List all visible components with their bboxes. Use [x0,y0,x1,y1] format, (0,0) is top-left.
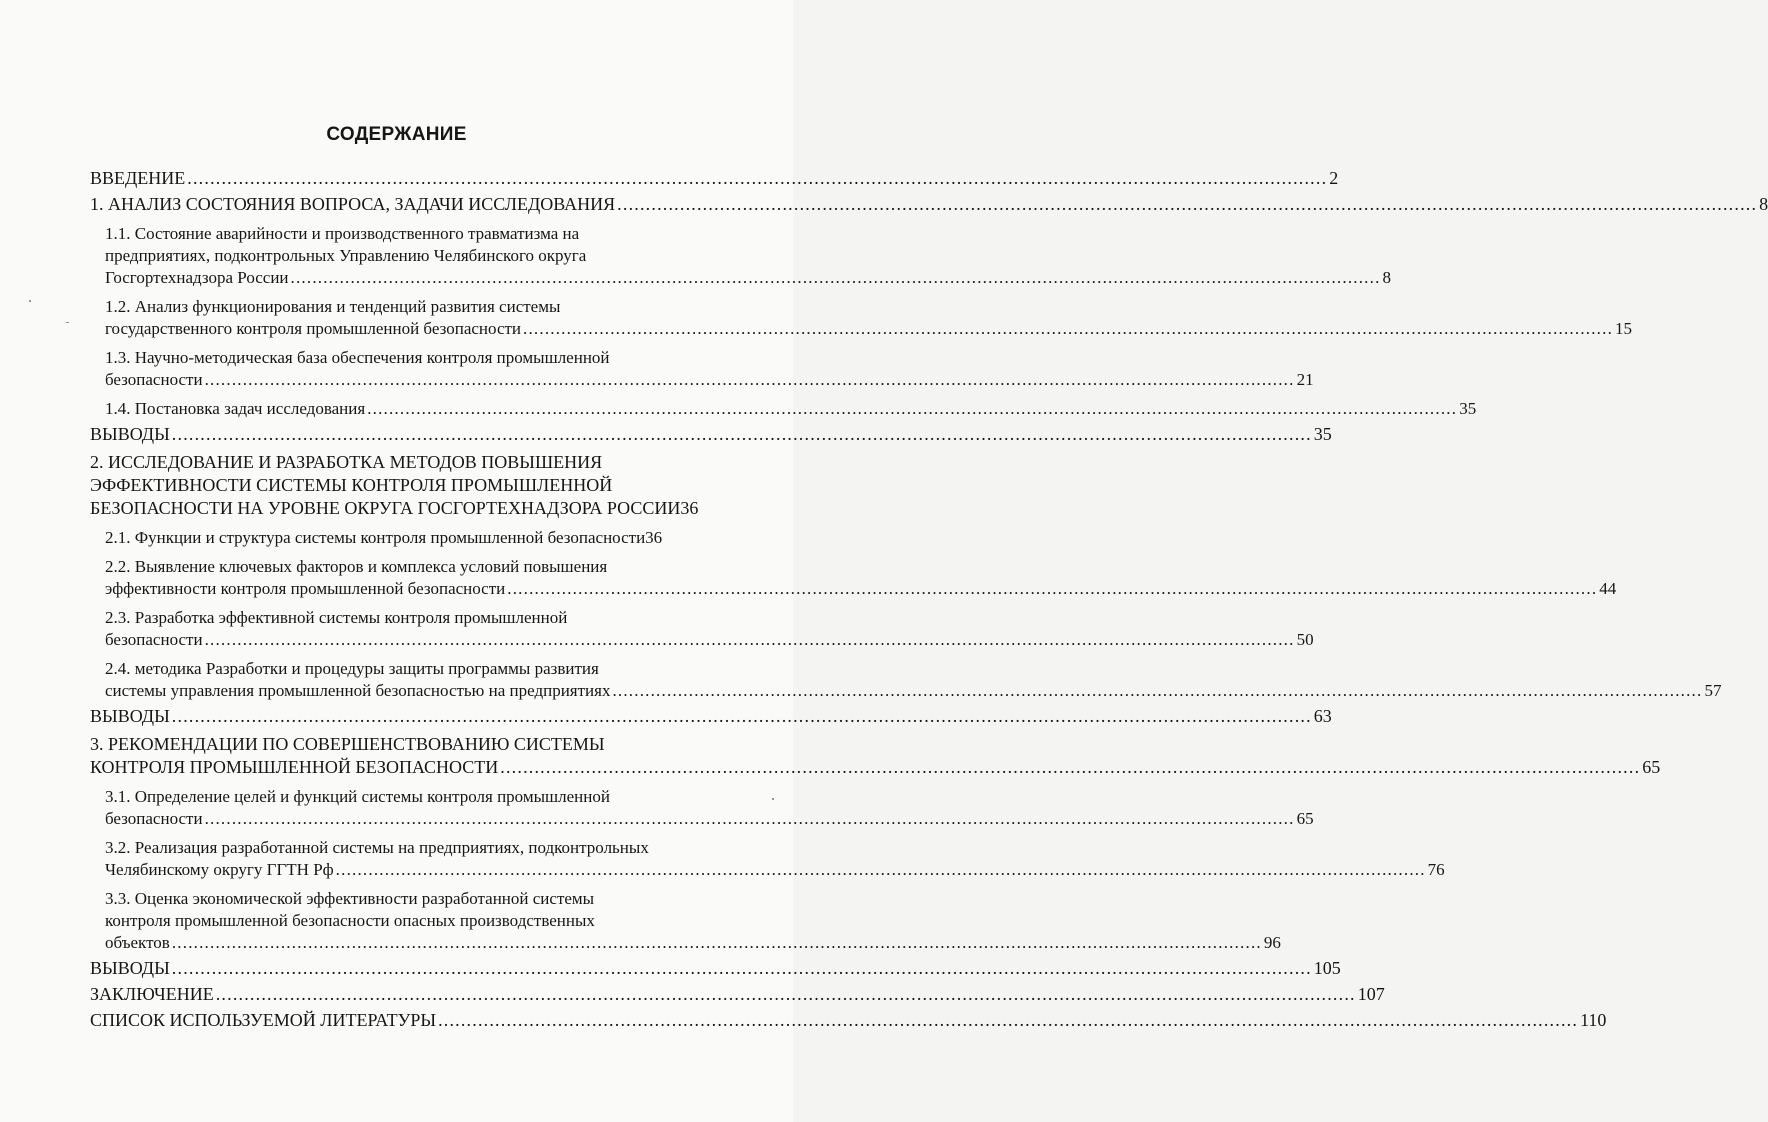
toc-entry-chapter-3 [90,733,1661,779]
leader-dots: ........................................................................................................................................................................................................ [204,630,1295,649]
leader-dots: ........................................................................................................................................................................................................ [171,958,1312,978]
toc-page-number: 36 [680,498,699,518]
toc-entry-line: 2.3. Разработка эффективной системы контроля промышленной [105,608,568,627]
toc-entry-title: Госгортехнадзора России [105,268,289,287]
toc-entry-line: 2. ИССЛЕДОВАНИЕ И РАЗРАБОТКА МЕТОДОВ ПОВЫШЕНИЯ [90,452,603,472]
toc-entry-line: 3. РЕКОМЕНДАЦИИ ПО СОВЕРШЕНСТВОВАНИЮ СИСТЕМЫ [90,734,605,754]
toc-entry-introduction [90,167,1339,190]
toc-entry-line: ЭФФЕКТИВНОСТИ СИСТЕМЫ КОНТРОЛЯ ПРОМЫШЛЕННОЙ [90,475,613,495]
toc-entry-line: предприятиях, подконтрольных Управлению Челябинского округа [105,246,587,265]
toc-page-number: 110 [1580,1010,1607,1030]
toc-entry-title: ВЫВОДЫ [90,958,170,978]
scan-speck [772,798,774,800]
toc-page-number: 96 [1263,933,1281,952]
scan-speck [29,300,31,302]
leader-dots: ........................................................................................................................................................................................................ [438,1010,1579,1030]
toc-entry-chapter-1 [90,193,1768,216]
toc-page-number: 35 [1313,424,1332,444]
toc-entry-section-1-1 [105,223,1392,289]
toc-entry-references [90,1009,1607,1032]
toc-entry-line: 1.3. Научно-методическая база обеспечения контроля промышленной [105,348,610,367]
toc-entry-chapter-2 [90,451,735,520]
toc-entry-conclusions-2 [90,705,1332,728]
toc-entry-conclusions-3 [90,957,1341,980]
toc-entry-title: объектов [105,933,170,952]
toc-entry-section-2-4 [105,658,1722,702]
leader-dots: ........................................................................................................................................................................................................ [500,757,1641,777]
toc-page-number: 57 [1704,681,1722,700]
toc-entry-title: безопасности [105,630,203,649]
toc-entry-title: СПИСОК ИСПОЛЬЗУЕМОЙ ЛИТЕРАТУРЫ [90,1010,437,1030]
toc-page-number: 36 [645,528,663,547]
toc-page-number: 2 [1329,168,1339,188]
toc-entry-title: ВВЕДЕНИЕ [90,168,186,188]
toc-page-number: 8 [1759,194,1768,214]
toc-entry-title: безопасности [105,370,203,389]
toc-entry-title: 1. АНАЛИЗ СОСТОЯНИЯ ВОПРОСА, ЗАДАЧИ ИССЛЕДОВАНИЯ [90,194,616,214]
toc-page-number: 65 [1642,757,1661,777]
leader-dots: ........................................................................................................................................................................................................ [617,194,1758,214]
toc-entry-title: ЗАКЛЮЧЕНИЕ [90,984,214,1004]
toc-page-number: 76 [1427,860,1445,879]
toc-entry-line: 2.2. Выявление ключевых факторов и комплекса условий повышения [105,557,608,576]
toc-entry-line: контроля промышленной безопасности опасных производственных [105,911,595,930]
toc-entry-conclusions-1 [90,423,1332,446]
toc-entry-title: безопасности [105,809,203,828]
leader-dots: ........................................................................................................................................................................................................ [171,424,1312,444]
toc-page-number: 44 [1599,579,1617,598]
leader-dots: ........................................................................................................................................................................................................ [335,860,1426,879]
leader-dots: ........................................................................................................................................................................................................ [171,706,1312,726]
toc-entry-section-1-4 [105,398,1477,420]
page-title: СОДЕРЖАНИЕ [326,124,467,145]
toc-entry-title: 2.1. Функции и структура системы контроля промышленной безопасности [105,528,646,547]
toc-entry-line: 1.2. Анализ функционирования и тенденций развития системы [105,297,561,316]
leader-dots: ........................................................................................................................................................................................................ [290,268,1381,287]
toc-entry-line: 3.3. Оценка экономической эффективности разработанной системы [105,889,595,908]
leader-dots: ........................................................................................................................................................................................................ [171,933,1262,952]
toc-entry-title: эффективности контроля промышленной безопасности [105,579,506,598]
toc-entry-section-3-1 [105,786,1314,830]
toc-entry-line: 2.4. методика Разработки и процедуры защиты программы развития [105,659,599,678]
leader-dots: ........................................................................................................................................................................................................ [523,319,1614,338]
toc-entry-title: системы управления промышленной безопасностью на предприятиях [105,681,611,700]
toc-entry-section-3-3 [105,888,1281,954]
toc-entry-section-2-2 [105,556,1617,600]
toc-page-number: 105 [1313,958,1341,978]
toc-entry-section-3-2 [105,837,1445,881]
toc-entry-line: 3.2. Реализация разработанной системы на предприятиях, подконтрольных [105,838,649,857]
toc-entry-title: 1.4. Постановка задач исследования [105,399,366,418]
leader-dots: ........................................................................................................................................................................................................ [215,984,1356,1004]
toc-entry-section-1-2 [105,296,1633,340]
leader-dots: ........................................................................................................................................................................................................ [507,579,1598,598]
toc-page-number: 35 [1459,399,1477,418]
toc-entry-title: ВЫВОДЫ [90,706,170,726]
table-of-contents [90,164,1768,1032]
toc-entry-title: государственного контроля промышленной безопасности [105,319,522,338]
toc-entry-title: КОНТРОЛЯ ПРОМЫШЛЕННОЙ БЕЗОПАСНОСТИ [90,757,499,777]
leader-dots: ........................................................................................................................................................................................................ [612,681,1703,700]
toc-entry-line: 3.1. Определение целей и функций системы контроля промышленной [105,787,610,806]
toc-entry-section-2-1 [105,527,735,549]
scan-speck [66,322,69,323]
leader-dots: ........................................................................................................................................................................................................ [367,399,1458,418]
toc-page-number: 107 [1357,984,1385,1004]
toc-entry-conclusion [90,983,1385,1006]
toc-page-number: 8 [1382,268,1392,287]
toc-page-number: 63 [1313,706,1332,726]
toc-page-number: 50 [1296,630,1314,649]
toc-page-number: 21 [1296,370,1314,389]
toc-entry-section-2-3 [105,607,1314,651]
leader-dots: ........................................................................................................................................................................................................ [187,168,1328,188]
toc-entry-section-1-3 [105,347,1314,391]
toc-entry-title: Челябинскому округу ГГТН Рф [105,860,334,879]
toc-entry-title: ВЫВОДЫ [90,424,170,444]
toc-page-number: 15 [1615,319,1633,338]
toc-entry-title: БЕЗОПАСНОСТИ НА УРОВНЕ ОКРУГА ГОСГОРТЕХНАДЗОРА РОССИИ [90,498,681,518]
leader-dots: ........................................................................................................................................................................................................ [204,370,1295,389]
toc-page-number: 65 [1296,809,1314,828]
toc-entry-line: 1.1. Состояние аварийности и производственного травматизма на [105,224,580,243]
leader-dots: ........................................................................................................................................................................................................ [204,809,1295,828]
